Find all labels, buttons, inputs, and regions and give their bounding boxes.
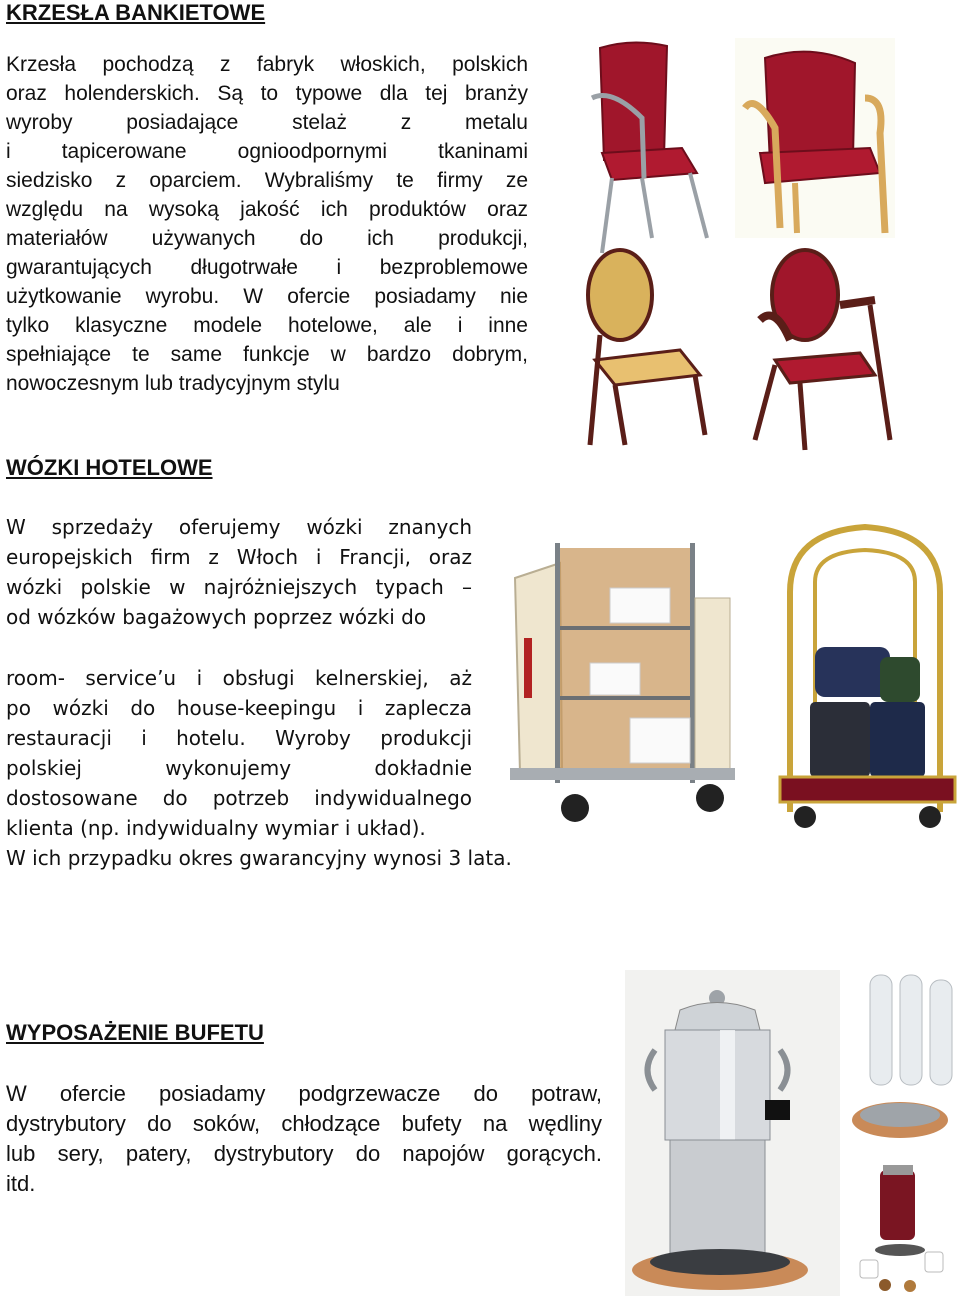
text-line: itd. (6, 1171, 36, 1196)
text-line: polskiej wykonujemy dokładnie (6, 756, 472, 780)
buffet-paragraph (6, 1079, 602, 1199)
text-line: materiałów używanych do ich produkcji, (6, 227, 528, 250)
housekeeping-cart-image (500, 538, 740, 838)
text-line: W sprzedaży oferujemy wózki znanych (6, 515, 472, 539)
text-line: od wózków bagażowych poprzez wózki do (6, 605, 427, 629)
text-line: lub sery, patery, dystrybutory do napojów gorących. (6, 1141, 602, 1166)
text-line: W ofercie posiadamy podgrzewacze do potraw, (6, 1081, 602, 1106)
hot-water-urn-image (625, 970, 840, 1296)
carts-paragraph-a (6, 512, 472, 632)
text-line: siedzisko z oparciem. Wybraliśmy te firmy ze (6, 169, 528, 192)
text-line: spełniające te same funkcje w bardzo dobrym, (6, 343, 528, 366)
chairs-paragraph (6, 50, 528, 398)
chocolate-machine-image (855, 1160, 960, 1296)
text-line: oraz holenderskich. Są to typowe dla tej branży (6, 82, 528, 105)
text-line: room- service’u i obsługi kelnerskiej, aż (6, 666, 472, 690)
text-line: dystrybutory do soków, chłodzące bufety na wędliny (6, 1111, 602, 1136)
text-line: i tapicerowane ognioodpornymi tkaninami (6, 140, 528, 163)
text-line: gwarantujących długotrwałe i bezproblemowe (6, 256, 528, 279)
section-title-chairs: KRZESŁA BANKIETOWE (6, 0, 266, 25)
text-line: Krzesła pochodzą z fabryk włoskich, polskich (6, 53, 528, 76)
text-line: względu na wysoką jakość ich produktów oraz (6, 198, 528, 221)
chair-image-gold-oval (575, 245, 725, 455)
chair-image-red-oval (750, 245, 900, 455)
text-line: restauracji i hotelu. Wyroby produkcji (6, 726, 472, 750)
text-line: klienta (np. indywidualny wymiar i układ). (6, 816, 426, 840)
text-line: W ich przypadku okres gwarancyjny wynosi 3 lata. (6, 846, 512, 870)
text-line: wyroby posiadające stelaż z metalu (6, 111, 528, 134)
chair-image-red-metal (572, 38, 722, 238)
text-line: nowoczesnym lub tradycyjnym stylu (6, 372, 340, 395)
text-line: wózki polskie w najróżniejszych typach – (6, 575, 472, 599)
luggage-cart-image (770, 522, 960, 837)
text-line: europejskich firm z Włoch i Francji, oraz (6, 545, 472, 569)
text-line: dostosowane do potrzeb indywidualnego (6, 786, 472, 810)
text-line: użytkowanie wyrobu. W ofercie posiadamy nie (6, 285, 528, 308)
text-line: po wózki do house-keepingu i zaplecza (6, 696, 472, 720)
chair-image-red-wood (735, 38, 895, 238)
juice-dispenser-image (845, 970, 960, 1145)
text-line: tylko klasyczne modele hotelowe, ale i inne (6, 314, 528, 337)
section-title-carts: WÓZKI HOTELOWE (6, 455, 213, 480)
carts-paragraph-b (6, 663, 512, 873)
section-title-buffet: WYPOSAŻENIE BUFETU (6, 1020, 264, 1045)
